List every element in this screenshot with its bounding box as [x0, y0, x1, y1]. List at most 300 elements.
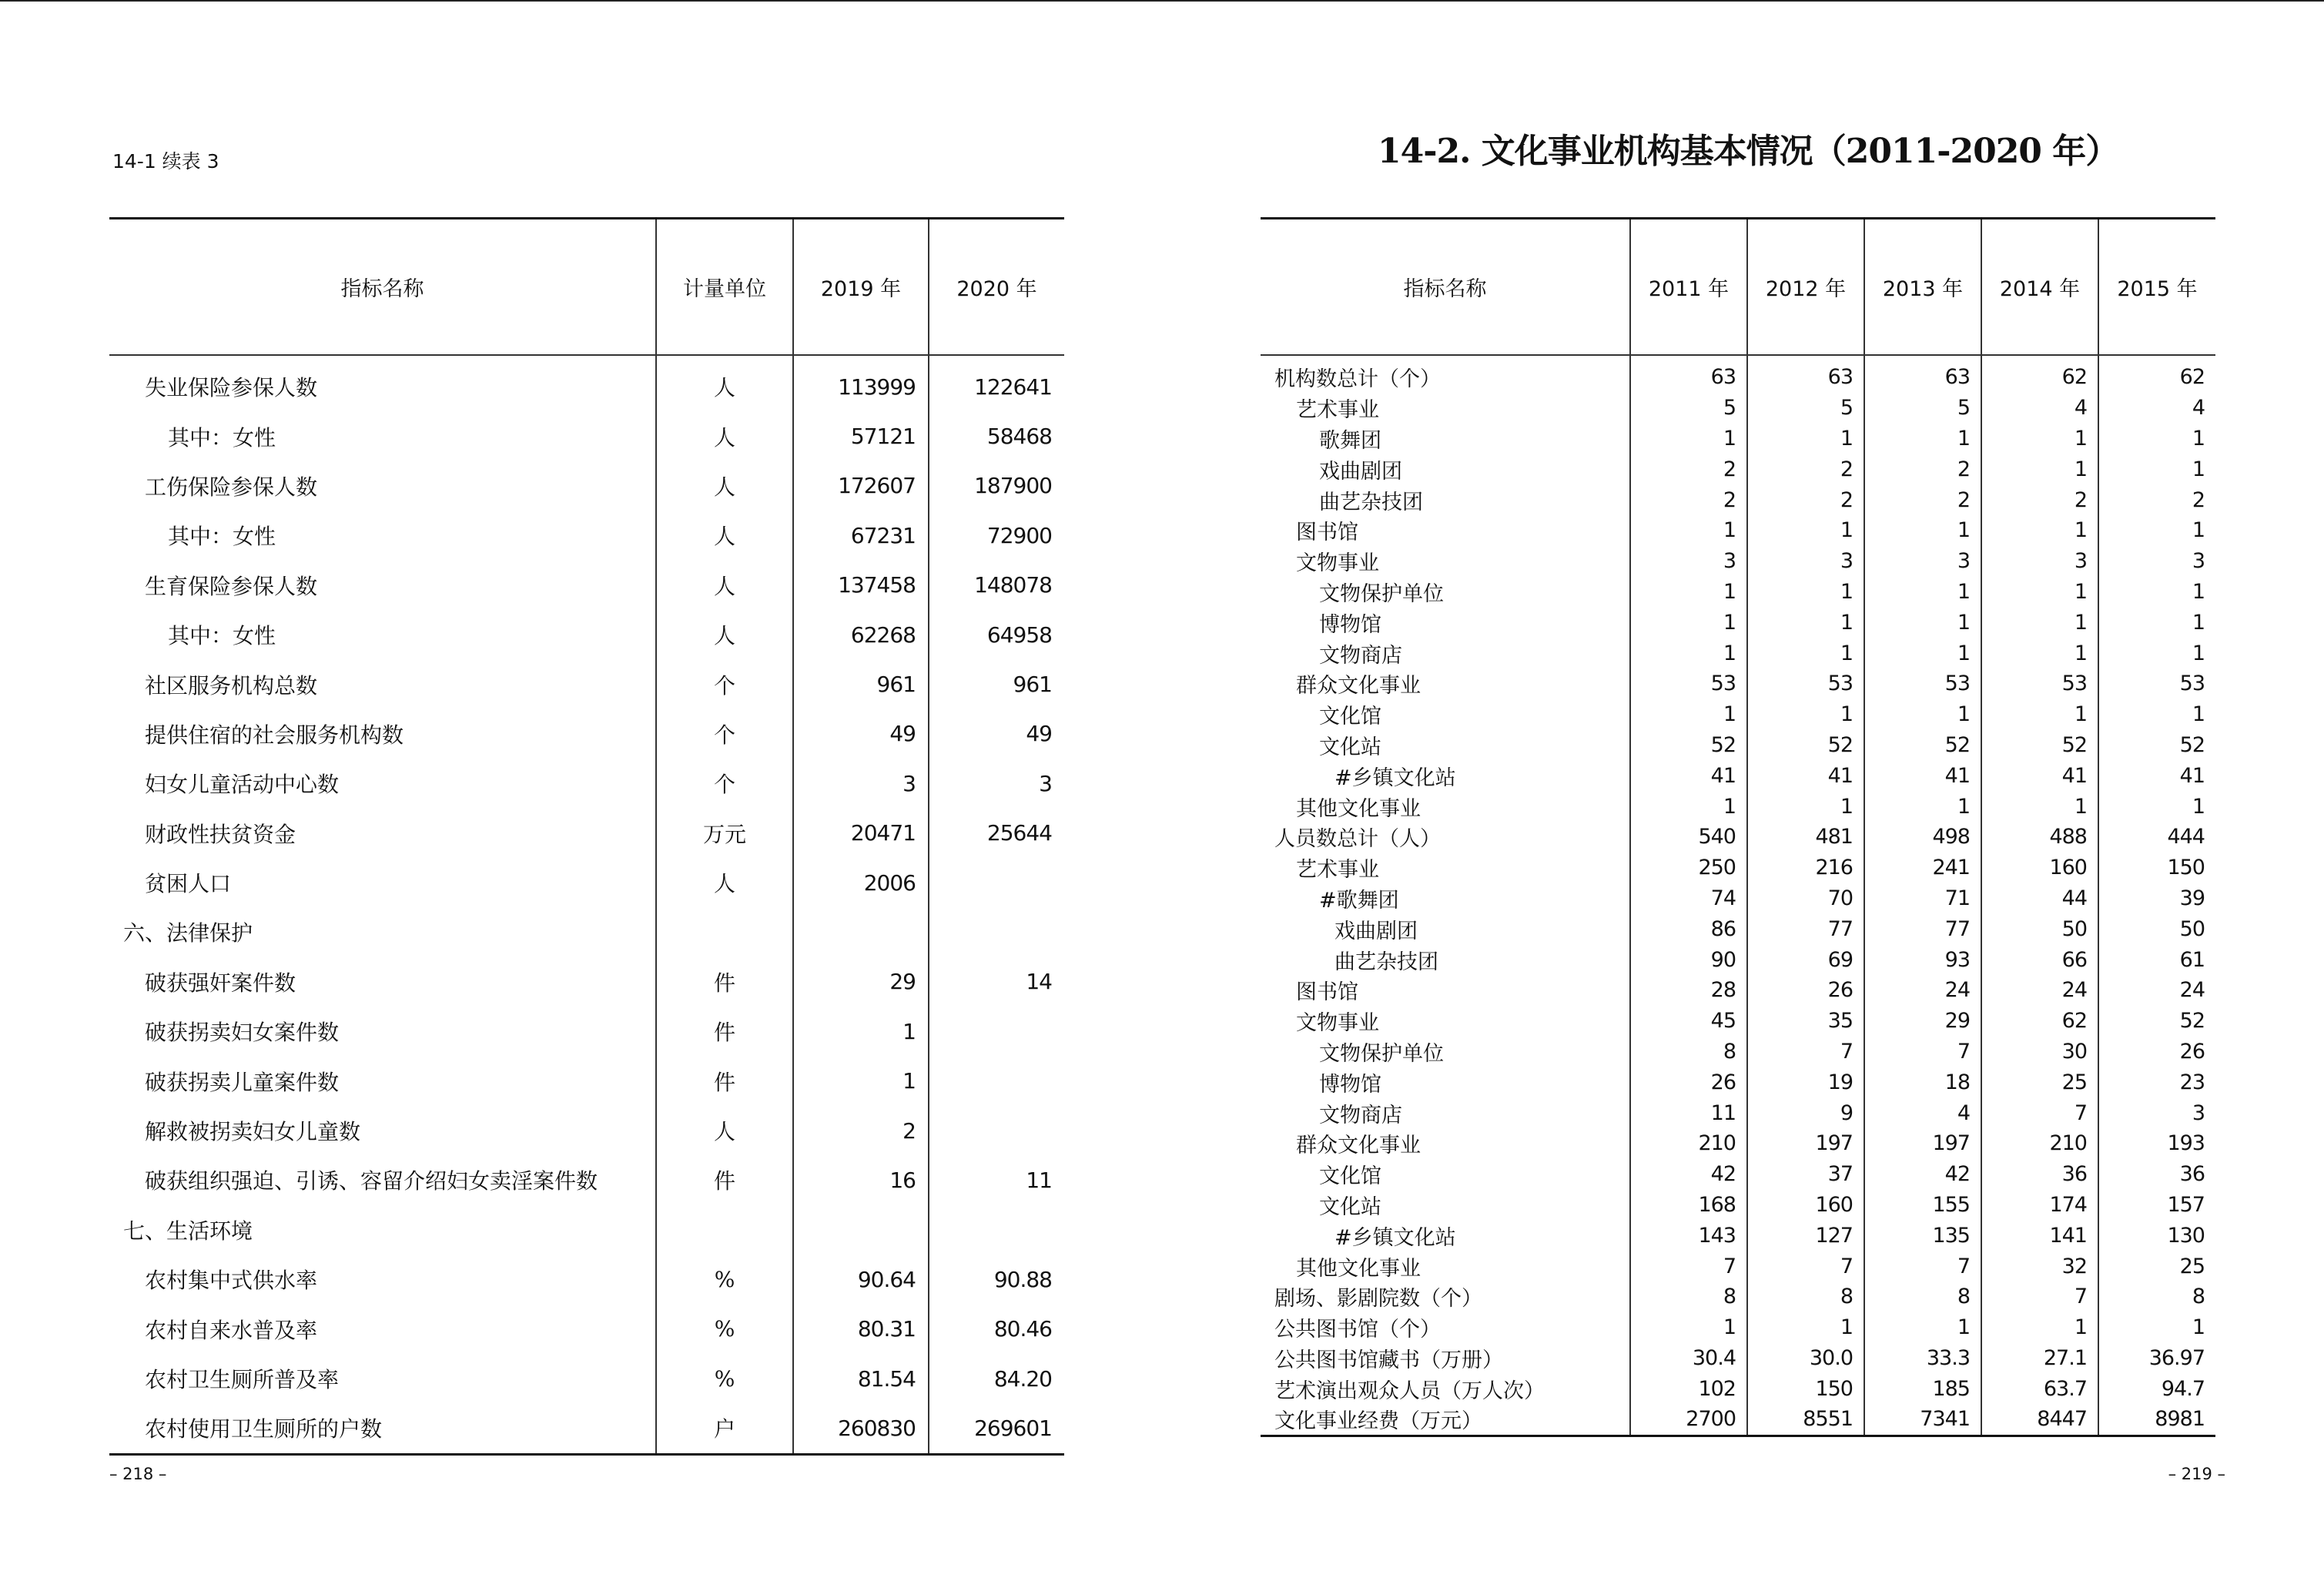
unit-cell: 个	[656, 759, 793, 808]
indicator-name-cell: 艺术事业	[1296, 858, 1379, 883]
value-2013-cell: 498	[1864, 822, 1981, 853]
unit-cell: 人	[656, 858, 793, 907]
value-2011-cell: 90	[1630, 944, 1747, 975]
unit-cell: 万元	[656, 809, 793, 858]
table-row	[1261, 1006, 2215, 1037]
value-2011-cell: 74	[1630, 883, 1747, 914]
table-row	[109, 411, 1064, 461]
value-2014-cell: 44	[1981, 883, 2098, 914]
indicator-name-cell: 文物保护单位	[1319, 1041, 1444, 1066]
indicator-name-cell: 文物商店	[1319, 1103, 1402, 1127]
indicator-name-cell: 曲艺杂技团	[1319, 490, 1423, 514]
header-year-2011: 2011 年	[1630, 219, 1747, 356]
value-2015-cell: 3	[2098, 546, 2215, 577]
header-year-2013: 2013 年	[1864, 219, 1981, 356]
indicator-name-cell: 七、生活环境	[123, 1218, 253, 1244]
value-2013-cell: 135	[1864, 1220, 1981, 1251]
value-2015-cell: 1	[2098, 638, 2215, 668]
value-2019-cell	[793, 907, 929, 956]
value-2019-cell: 49	[793, 709, 929, 759]
table-row	[109, 1304, 1064, 1353]
table-row	[109, 1255, 1064, 1304]
value-2011-cell: 28	[1630, 975, 1747, 1006]
value-2019-cell: 113999	[793, 355, 929, 411]
table-row	[1261, 1128, 2215, 1159]
value-2014-cell: 3	[1981, 546, 2098, 577]
value-2013-cell: 241	[1864, 853, 1981, 883]
value-2014-cell: 1	[1981, 699, 2098, 730]
indicator-name-cell: #乡镇文化站	[1334, 1225, 1456, 1250]
value-2015-cell: 193	[2098, 1128, 2215, 1159]
value-2014-cell: 1	[1981, 577, 2098, 608]
value-2015-cell: 1	[2098, 607, 2215, 638]
value-2012-cell: 69	[1747, 944, 1864, 975]
indicator-name-cell: 文化馆	[1319, 705, 1381, 729]
value-2014-cell: 53	[1981, 668, 2098, 699]
indicator-name-cell: 博物馆	[1319, 612, 1381, 637]
value-2013-cell: 1	[1864, 577, 1981, 608]
table-row	[1261, 883, 2215, 914]
value-2015-cell: 39	[2098, 883, 2215, 914]
right-table	[1261, 217, 2215, 1437]
table-row	[1261, 1097, 2215, 1128]
value-2011-cell: 7	[1630, 1251, 1747, 1281]
indicator-name-cell: 曲艺杂技团	[1334, 950, 1438, 974]
table-row	[1261, 822, 2215, 853]
table-row	[1261, 913, 2215, 944]
value-2014-cell: 210	[1981, 1128, 2098, 1159]
value-2015-cell: 61	[2098, 944, 2215, 975]
indicator-name-cell: 贫困人口	[145, 871, 232, 897]
unit-cell: 人	[656, 355, 793, 411]
value-2011-cell: 8	[1630, 1281, 1747, 1312]
value-2012-cell: 8551	[1747, 1404, 1864, 1436]
unit-cell	[656, 907, 793, 956]
value-2015-cell: 1	[2098, 577, 2215, 608]
value-2019-cell: 3	[793, 759, 929, 808]
header-year-2020: 2020 年	[929, 219, 1064, 356]
value-2012-cell: 70	[1747, 883, 1864, 914]
unit-cell: 人	[656, 1106, 793, 1155]
unit-cell	[656, 1205, 793, 1255]
value-2011-cell: 3	[1630, 546, 1747, 577]
value-2013-cell: 7	[1864, 1251, 1981, 1281]
table-row	[1261, 668, 2215, 699]
value-2014-cell: 1	[1981, 515, 2098, 546]
value-2015-cell: 1	[2098, 424, 2215, 454]
value-2011-cell: 26	[1630, 1067, 1747, 1097]
value-2013-cell: 5	[1864, 393, 1981, 424]
left-table-body	[109, 355, 1064, 1454]
indicator-name-cell: 提供住宿的社会服务机构数	[145, 722, 404, 748]
value-2011-cell: 1	[1630, 699, 1747, 730]
value-2012-cell: 53	[1747, 668, 1864, 699]
indicator-name-cell: 公共图书馆藏书（万册）	[1274, 1348, 1503, 1372]
value-2013-cell: 29	[1864, 1006, 1981, 1037]
value-2012-cell: 7	[1747, 1037, 1864, 1067]
indicator-name-cell: 人员数总计（人）	[1274, 827, 1441, 852]
value-2015-cell: 23	[2098, 1067, 2215, 1097]
value-2012-cell: 41	[1747, 760, 1864, 791]
value-2019-cell: 2006	[793, 858, 929, 907]
value-2014-cell: 4	[1981, 393, 2098, 424]
value-2012-cell: 26	[1747, 975, 1864, 1006]
value-2019-cell: 172607	[793, 461, 929, 511]
value-2015-cell: 3	[2098, 1097, 2215, 1128]
table-title: 14-2. 文化事业机构基本情况（2011-2020 年）	[1378, 132, 2119, 171]
indicator-name-cell: 失业保险参保人数	[145, 375, 318, 401]
value-2013-cell: 2	[1864, 454, 1981, 484]
value-2020-cell: 84.20	[929, 1354, 1064, 1403]
indicator-name-cell: 艺术演出观众人员（万人次）	[1274, 1379, 1545, 1403]
indicator-name-cell: 农村集中式供水率	[145, 1268, 318, 1294]
value-2020-cell: 90.88	[929, 1255, 1064, 1304]
value-2015-cell: 8981	[2098, 1404, 2215, 1436]
table-row	[1261, 1373, 2215, 1404]
value-2015-cell: 130	[2098, 1220, 2215, 1251]
table-row	[1261, 1281, 2215, 1312]
value-2012-cell: 1	[1747, 699, 1864, 730]
table-row	[1261, 484, 2215, 515]
value-2019-cell: 20471	[793, 809, 929, 858]
value-2015-cell: 2	[2098, 484, 2215, 515]
value-2011-cell: 1	[1630, 577, 1747, 608]
unit-cell: 人	[656, 610, 793, 659]
value-2012-cell: 1	[1747, 515, 1864, 546]
value-2014-cell: 1	[1981, 607, 2098, 638]
table-row	[1261, 1220, 2215, 1251]
value-2013-cell: 2	[1864, 484, 1981, 515]
value-2013-cell: 41	[1864, 760, 1981, 791]
value-2013-cell: 197	[1864, 1128, 1981, 1159]
table-row	[109, 1354, 1064, 1403]
table-row	[109, 561, 1064, 610]
value-2014-cell: 1	[1981, 1312, 2098, 1343]
indicator-name-cell: 戏曲剧团	[1334, 919, 1418, 943]
value-2019-cell: 16	[793, 1155, 929, 1204]
table-row	[1261, 454, 2215, 484]
header-indicator-name: 指标名称	[1261, 219, 1630, 356]
indicator-name-cell: 艺术事业	[1296, 398, 1379, 423]
value-2012-cell: 1	[1747, 607, 1864, 638]
value-2014-cell: 24	[1981, 975, 2098, 1006]
value-2014-cell: 25	[1981, 1067, 2098, 1097]
right-table-header	[1261, 219, 2215, 356]
indicator-name-cell: 六、法律保护	[123, 920, 253, 946]
value-2015-cell: 8	[2098, 1281, 2215, 1312]
value-2015-cell: 150	[2098, 853, 2215, 883]
indicator-name-cell: 工伤保险参保人数	[145, 474, 318, 500]
value-2012-cell: 5	[1747, 393, 1864, 424]
indicator-name-cell: 文物商店	[1319, 643, 1402, 668]
value-2014-cell: 488	[1981, 822, 2098, 853]
value-2011-cell: 2	[1630, 484, 1747, 515]
value-2014-cell: 32	[1981, 1251, 2098, 1281]
value-2014-cell: 7	[1981, 1097, 2098, 1128]
value-2012-cell: 63	[1747, 355, 1864, 393]
unit-cell: 个	[656, 659, 793, 709]
value-2013-cell: 33.3	[1864, 1343, 1981, 1374]
indicator-name-cell: 文化馆	[1319, 1164, 1381, 1189]
table-row	[1261, 760, 2215, 791]
table-row	[109, 355, 1064, 411]
value-2012-cell: 9	[1747, 1097, 1864, 1128]
value-2013-cell: 1	[1864, 1312, 1981, 1343]
value-2020-cell	[929, 858, 1064, 907]
value-2013-cell: 1	[1864, 515, 1981, 546]
value-2015-cell: 52	[2098, 1006, 2215, 1037]
table-row	[1261, 699, 2215, 730]
unit-cell: 个	[656, 709, 793, 759]
value-2011-cell: 1	[1630, 515, 1747, 546]
value-2012-cell: 160	[1747, 1190, 1864, 1221]
value-2011-cell: 52	[1630, 730, 1747, 761]
value-2019-cell: 81.54	[793, 1354, 929, 1403]
value-2015-cell: 41	[2098, 760, 2215, 791]
indicator-name-cell: 农村使用卫生厕所的户数	[145, 1416, 383, 1442]
value-2014-cell: 2	[1981, 484, 2098, 515]
value-2013-cell: 1	[1864, 791, 1981, 822]
value-2014-cell: 62	[1981, 355, 2098, 393]
value-2019-cell: 260830	[793, 1403, 929, 1454]
table-row	[1261, 1251, 2215, 1281]
value-2012-cell: 35	[1747, 1006, 1864, 1037]
value-2013-cell: 4	[1864, 1097, 1981, 1128]
value-2011-cell: 1	[1630, 424, 1747, 454]
value-2012-cell: 1	[1747, 424, 1864, 454]
value-2013-cell: 7	[1864, 1037, 1981, 1067]
indicator-name-cell: 其他文化事业	[1296, 796, 1421, 821]
table-row	[1261, 1343, 2215, 1374]
value-2013-cell: 155	[1864, 1190, 1981, 1221]
value-2015-cell: 1	[2098, 791, 2215, 822]
value-2012-cell: 1	[1747, 791, 1864, 822]
value-2011-cell: 1	[1630, 607, 1747, 638]
table-row	[1261, 607, 2215, 638]
value-2015-cell: 4	[2098, 393, 2215, 424]
value-2020-cell: 122641	[929, 355, 1064, 411]
value-2014-cell: 141	[1981, 1220, 2098, 1251]
value-2015-cell: 52	[2098, 730, 2215, 761]
table-row	[1261, 1159, 2215, 1190]
table-row	[1261, 577, 2215, 608]
value-2015-cell: 36	[2098, 1159, 2215, 1190]
value-2014-cell: 36	[1981, 1159, 2098, 1190]
value-2020-cell	[929, 1106, 1064, 1155]
table-row	[109, 759, 1064, 808]
value-2019-cell: 1	[793, 1007, 929, 1056]
value-2013-cell: 185	[1864, 1373, 1981, 1404]
header-unit: 计量单位	[656, 219, 793, 356]
value-2020-cell: 58468	[929, 411, 1064, 461]
indicator-name-cell: 博物馆	[1319, 1072, 1381, 1097]
left-table	[109, 217, 1064, 1456]
value-2013-cell: 18	[1864, 1067, 1981, 1097]
value-2013-cell: 1	[1864, 607, 1981, 638]
value-2012-cell: 481	[1747, 822, 1864, 853]
value-2014-cell: 1	[1981, 791, 2098, 822]
unit-cell: 件	[656, 957, 793, 1007]
value-2012-cell: 1	[1747, 1312, 1864, 1343]
indicator-name-cell: 文化事业经费（万元）	[1274, 1409, 1482, 1434]
page-number-right: – 219 –	[2168, 1465, 2225, 1483]
value-2012-cell: 7	[1747, 1251, 1864, 1281]
indicator-name-cell: 文化站	[1319, 1194, 1381, 1219]
value-2011-cell: 168	[1630, 1190, 1747, 1221]
indicator-name-cell: 社区服务机构总数	[145, 672, 318, 699]
value-2011-cell: 1	[1630, 638, 1747, 668]
value-2013-cell: 77	[1864, 913, 1981, 944]
value-2014-cell: 8447	[1981, 1404, 2098, 1436]
value-2020-cell: 3	[929, 759, 1064, 808]
value-2011-cell: 1	[1630, 1312, 1747, 1343]
indicator-name-cell: 文物事业	[1296, 551, 1379, 576]
value-2019-cell: 29	[793, 957, 929, 1007]
table-row	[1261, 424, 2215, 454]
page-number-left: – 218 –	[109, 1465, 167, 1483]
value-2020-cell: 187900	[929, 461, 1064, 511]
indicator-name-cell: 文物保护单位	[1319, 581, 1444, 606]
value-2011-cell: 86	[1630, 913, 1747, 944]
left-table-header	[109, 219, 1064, 356]
value-2012-cell: 8	[1747, 1281, 1864, 1312]
value-2011-cell: 11	[1630, 1097, 1747, 1128]
value-2020-cell	[929, 1007, 1064, 1056]
indicator-name-cell: 破获组织强迫、引诱、容留介绍妇女卖淫案件数	[145, 1168, 598, 1194]
value-2015-cell: 1	[2098, 454, 2215, 484]
value-2014-cell: 1	[1981, 454, 2098, 484]
value-2015-cell: 444	[2098, 822, 2215, 853]
value-2019-cell: 2	[793, 1106, 929, 1155]
table-row	[1261, 791, 2215, 822]
value-2011-cell: 143	[1630, 1220, 1747, 1251]
value-2019-cell: 90.64	[793, 1255, 929, 1304]
value-2020-cell: 80.46	[929, 1304, 1064, 1353]
value-2012-cell: 19	[1747, 1067, 1864, 1097]
value-2014-cell: 160	[1981, 853, 2098, 883]
value-2019-cell: 80.31	[793, 1304, 929, 1353]
table-row	[109, 1056, 1064, 1105]
table-row	[1261, 944, 2215, 975]
indicator-name-cell: 歌舞团	[1319, 428, 1381, 453]
value-2013-cell: 1	[1864, 699, 1981, 730]
value-2011-cell: 540	[1630, 822, 1747, 853]
value-2014-cell: 1	[1981, 638, 2098, 668]
indicator-name-cell: 农村自来水普及率	[145, 1317, 318, 1343]
indicator-name-cell: 图书馆	[1296, 521, 1358, 545]
value-2019-cell: 62268	[793, 610, 929, 659]
value-2015-cell: 25	[2098, 1251, 2215, 1281]
indicator-name-cell: 其中：女性	[168, 623, 276, 649]
value-2013-cell: 24	[1864, 975, 1981, 1006]
value-2012-cell: 52	[1747, 730, 1864, 761]
value-2014-cell: 27.1	[1981, 1343, 2098, 1374]
value-2020-cell	[929, 1205, 1064, 1255]
table-row	[1261, 1037, 2215, 1067]
value-2014-cell: 50	[1981, 913, 2098, 944]
value-2020-cell	[929, 1056, 1064, 1105]
table-row	[1261, 638, 2215, 668]
unit-cell: %	[656, 1255, 793, 1304]
header-year-2014: 2014 年	[1981, 219, 2098, 356]
table-row	[109, 1106, 1064, 1155]
indicator-name-cell: 农村卫生厕所普及率	[145, 1367, 340, 1392]
indicator-name-cell: #乡镇文化站	[1334, 766, 1456, 790]
indicator-name-cell: 其中：女性	[168, 424, 276, 451]
value-2014-cell: 1	[1981, 424, 2098, 454]
unit-cell: 人	[656, 511, 793, 560]
value-2020-cell: 25644	[929, 809, 1064, 858]
value-2019-cell	[793, 1205, 929, 1255]
value-2014-cell: 66	[1981, 944, 2098, 975]
table-row	[109, 659, 1064, 709]
indicator-name-cell: #歌舞团	[1319, 888, 1399, 913]
unit-cell: %	[656, 1354, 793, 1403]
value-2020-cell: 961	[929, 659, 1064, 709]
indicator-name-cell: 公共图书馆（个）	[1274, 1318, 1441, 1342]
value-2013-cell: 52	[1864, 730, 1981, 761]
value-2011-cell: 1	[1630, 791, 1747, 822]
value-2012-cell: 1	[1747, 638, 1864, 668]
value-2015-cell: 1	[2098, 515, 2215, 546]
value-2013-cell: 3	[1864, 546, 1981, 577]
header-year-2015: 2015 年	[2098, 219, 2215, 356]
table-row	[1261, 355, 2215, 393]
indicator-name-cell: 文物事业	[1296, 1011, 1379, 1036]
value-2012-cell: 37	[1747, 1159, 1864, 1190]
table-row	[1261, 1404, 2215, 1436]
table-row	[109, 1403, 1064, 1454]
table-row	[1261, 853, 2215, 883]
value-2020-cell: 14	[929, 957, 1064, 1007]
value-2020-cell: 72900	[929, 511, 1064, 560]
table-row	[1261, 515, 2215, 546]
value-2014-cell: 62	[1981, 1006, 2098, 1037]
value-2012-cell: 197	[1747, 1128, 1864, 1159]
value-2012-cell: 2	[1747, 454, 1864, 484]
unit-cell: 人	[656, 411, 793, 461]
value-2015-cell: 24	[2098, 975, 2215, 1006]
value-2012-cell: 127	[1747, 1220, 1864, 1251]
unit-cell: 件	[656, 1056, 793, 1105]
value-2012-cell: 1	[1747, 577, 1864, 608]
value-2012-cell: 3	[1747, 546, 1864, 577]
table-row	[109, 1007, 1064, 1056]
value-2012-cell: 150	[1747, 1373, 1864, 1404]
indicator-name-cell: 文化站	[1319, 735, 1381, 759]
unit-cell: 人	[656, 461, 793, 511]
value-2014-cell: 63.7	[1981, 1373, 2098, 1404]
value-2020-cell: 64958	[929, 610, 1064, 659]
value-2011-cell: 42	[1630, 1159, 1747, 1190]
indicator-name-cell: 破获拐卖妇女案件数	[145, 1020, 340, 1046]
unit-cell: 件	[656, 1155, 793, 1204]
indicator-name-cell: 戏曲剧团	[1319, 459, 1402, 484]
value-2019-cell: 1	[793, 1056, 929, 1105]
value-2011-cell: 210	[1630, 1128, 1747, 1159]
value-2015-cell: 36.97	[2098, 1343, 2215, 1374]
indicator-name-cell: 破获强奸案件数	[145, 970, 296, 996]
value-2013-cell: 93	[1864, 944, 1981, 975]
unit-cell: 件	[656, 1007, 793, 1056]
right-table-body	[1261, 355, 2215, 1436]
value-2013-cell: 1	[1864, 638, 1981, 668]
value-2011-cell: 5	[1630, 393, 1747, 424]
right-page	[1162, 0, 2324, 1588]
value-2014-cell: 174	[1981, 1190, 2098, 1221]
value-2011-cell: 53	[1630, 668, 1747, 699]
indicator-name-cell: 图书馆	[1296, 980, 1358, 1005]
